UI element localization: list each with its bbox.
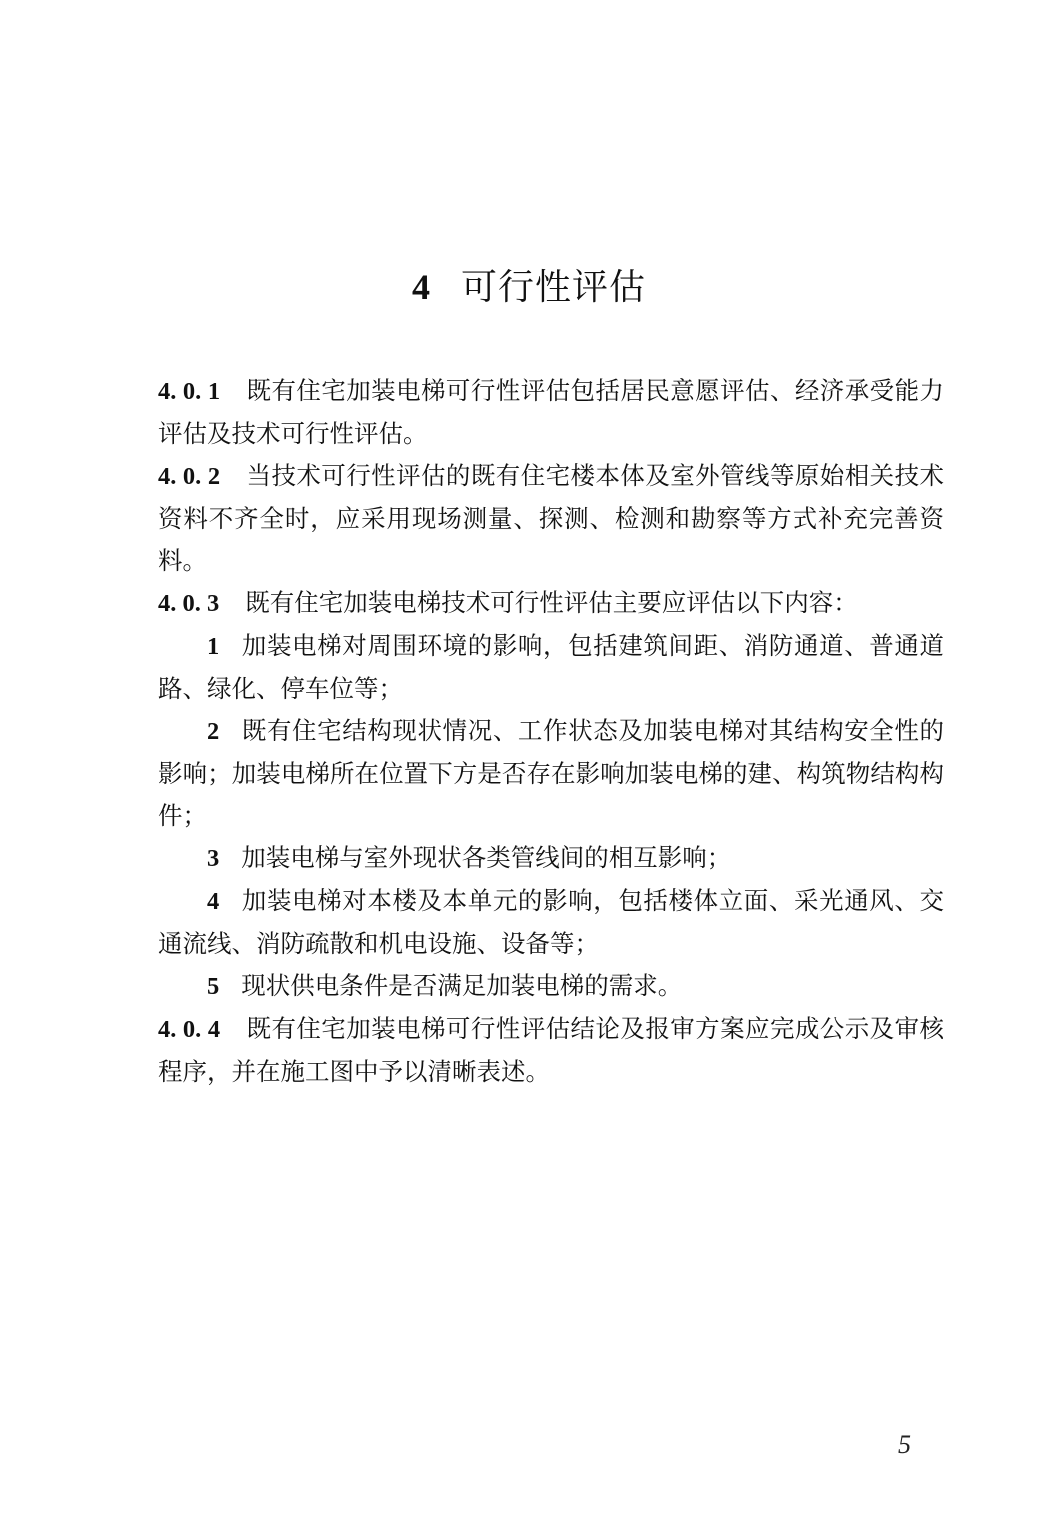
page-number: 5 [898,1430,911,1459]
clause-item-4 [158,880,944,965]
item-text: 既有住宅结构现状情况、工作状态及加装电梯对其结构安全性的影响；加装电梯所在位置下方是否存在影响加装电梯的建、构筑物结构构件； [158,716,944,830]
chapter-title [0,262,1058,313]
item-text: 现状供电条件是否满足加装电梯的需求。 [241,971,683,1000]
clause-item-5 [158,965,944,1008]
clause-text: 既有住宅加装电梯技术可行性评估主要应评估以下内容： [245,588,858,617]
clause-4-0-4 [158,1008,944,1093]
chapter-title-text: 可行性评估 [460,267,646,308]
item-number: 1 [207,633,220,660]
clause-text: 当技术可行性评估的既有住宅楼本体及室外管线等原始相关技术资料不齐全时，应采用现场测量、探测、检测和勘察等方式补充完善资料。 [158,461,945,575]
clause-list [158,370,944,1093]
item-number: 5 [207,973,220,1000]
item-number: 4 [207,888,220,915]
clause-number: 4. 0. 2 [158,463,221,490]
clause-item-2 [158,710,944,837]
clause-number: 4. 0. 3 [158,590,220,617]
item-text: 加装电梯对周围环境的影响，包括建筑间距、消防通道、普通道路、绿化、停车位等； [158,631,944,703]
clause-text: 既有住宅加装电梯可行性评估包括居民意愿评估、经济承受能力评估及技术可行性评估。 [158,376,945,448]
item-text: 加装电梯与室外现状各类管线间的相互影响； [241,843,732,872]
clause-number: 4. 0. 4 [158,1016,221,1043]
chapter-number: 4 [411,267,431,307]
clause-4-0-1 [158,370,944,455]
clause-number: 4. 0. 1 [158,378,221,405]
item-text: 加装电梯对本楼及本单元的影响，包括楼体立面、采光通风、交通流线、消防疏散和机电设施、设备等； [158,886,944,958]
clause-text: 既有住宅加装电梯可行性评估结论及报审方案应完成公示及审核程序，并在施工图中予以清晰表述。 [158,1014,945,1086]
item-number: 2 [207,718,220,745]
clause-4-0-3 [158,582,944,625]
clause-item-1 [158,625,944,710]
clause-item-3 [158,837,944,880]
item-number: 3 [207,845,220,872]
clause-4-0-2 [158,455,944,582]
